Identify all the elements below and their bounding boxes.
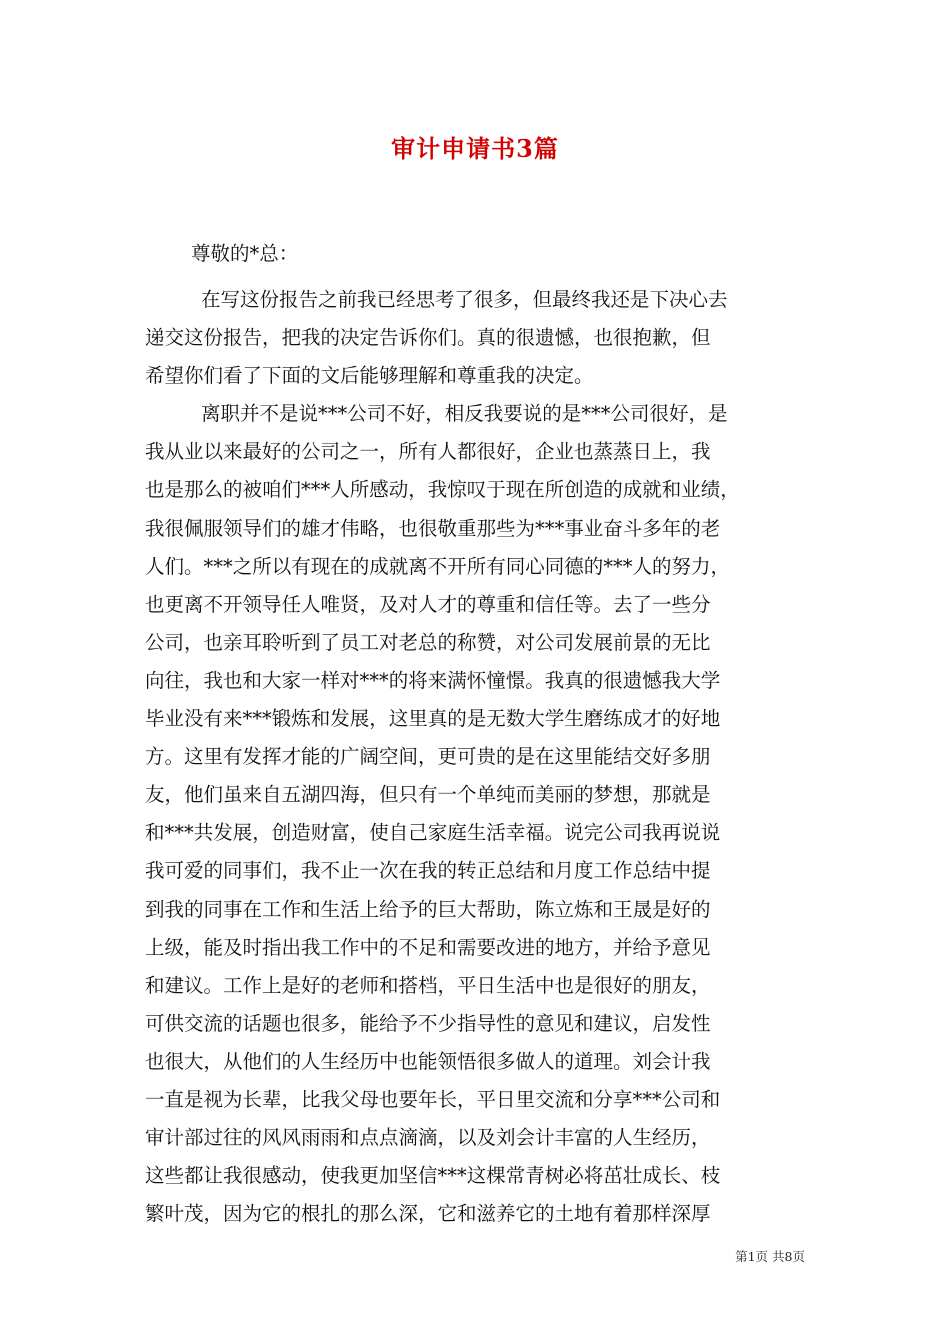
body-text-line: 也很大，从他们的人生经历中也能领悟很多做人的道理。刘会计我 [145,1049,711,1073]
body-text-line: 毕业没有来***锻炼和发展，这里真的是无数大学生磨练成才的好地 [145,707,721,731]
body-text-line: 繁叶茂，因为它的根扎的那么深，它和滋养它的土地有着那样深厚 [145,1202,711,1226]
body-text-line: 可供交流的话题也很多，能给予不少指导性的意见和建议，启发性 [145,1011,711,1035]
body-text-line: 一直是视为长辈，比我父母也要年长，平日里交流和分享***公司和 [145,1087,721,1111]
page-number: 第1页 共8页 [735,1249,805,1264]
document-body [145,281,825,1233]
body-text-line: 方。这里有发挥才能的广阔空间，更可贵的是在这里能结交好多朋 [145,745,711,769]
body-text-line: 向往，我也和大家一样对***的将来满怀憧憬。我真的很遗憾我大学 [145,668,721,692]
body-text-line: 上级，能及时指出我工作中的不足和需要改进的地方，并给予意见 [145,935,711,959]
body-text-line: 这些都让我很感动，使我更加坚信***这棵常青树必将茁壮成长、枝 [145,1164,721,1188]
body-text-line: 公司，也亲耳聆听到了员工对老总的称赞，对公司发展前景的无比 [145,630,711,654]
body-text-line: 递交这份报告，把我的决定告诉你们。真的很遗憾，也很抱歉，但 [145,326,711,350]
body-text-line: 和建议。工作上是好的老师和搭档，平日生活中也是很好的朋友， [145,973,711,997]
body-text-line: 到我的同事在工作和生活上给予的巨大帮助，陈立炼和王晟是好的 [145,897,711,921]
body-text-line: 希望你们看了下面的文后能够理解和尊重我的决定。 [145,364,594,388]
body-text-line: 也更离不开领导任人唯贤，及对人才的尊重和信任等。去了一些分 [145,592,711,616]
body-text-line: 我可爱的同事们，我不止一次在我的转正总结和月度工作总结中提 [145,859,711,883]
body-text-line: 也是那么的被咱们***人所感动，我惊叹于现在所创造的成就和业绩， [145,478,740,502]
salutation: 尊敬的*总： [191,242,299,265]
body-text-line: 我从业以来最好的公司之一，所有人都很好，企业也蒸蒸日上，我 [145,440,711,464]
page-title: 审计申请书3篇 [391,134,559,163]
body-text-line: 我很佩服领导们的雄才伟略，也很敬重那些为***事业奋斗多年的老 [145,516,721,540]
body-text-line: 审计部过往的风风雨雨和点点滴滴，以及刘会计丰富的人生经历， [145,1126,711,1150]
body-text-line: 离职并不是说***公司不好，相反我要说的是***公司很好，是 [201,402,728,426]
body-text-line: 和***共发展，创造财富，使自己家庭生活幸福。说完公司我再说说 [145,821,721,845]
body-text-line: 在写这份报告之前我已经思考了很多，但最终我还是下决心去 [201,288,728,311]
body-text-line: 人们。***之所以有现在的成就离不开所有同心同德的***人的努力， [145,554,731,578]
body-text-line: 友，他们虽来自五湖四海，但只有一个单纯而美丽的梦想，那就是 [145,783,711,807]
